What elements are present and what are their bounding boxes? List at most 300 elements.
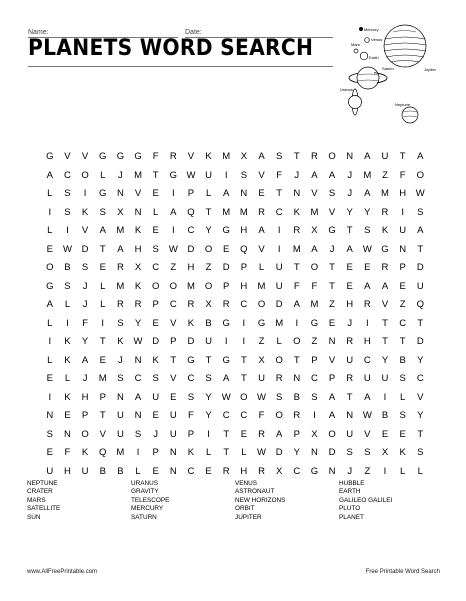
grid-letter: V — [258, 243, 265, 255]
grid-letter: A — [417, 225, 424, 236]
grid-letter: G — [116, 151, 125, 162]
grid-letter: Y — [205, 410, 212, 421]
grid-letter: T — [346, 391, 353, 403]
grid-letter: R — [134, 299, 142, 310]
grid-letter: X — [275, 465, 283, 477]
grid-letter: O — [169, 280, 177, 292]
grid-letter: E — [399, 280, 406, 292]
grid-letter: Z — [205, 262, 212, 273]
venus-icon — [365, 38, 370, 43]
grid-letter: S — [152, 243, 159, 255]
grid-letter: H — [346, 299, 354, 310]
grid-letter: T — [240, 373, 247, 384]
grid-letter: X — [258, 354, 265, 366]
grid-letter: F — [293, 280, 300, 292]
grid-letter: M — [310, 299, 319, 310]
grid-letter: I — [277, 243, 281, 255]
grid-letter: O — [151, 280, 160, 292]
grid-letter: M — [381, 188, 389, 199]
grid-letter: C — [275, 206, 283, 218]
grid-letter: Z — [258, 336, 265, 347]
grid-letter: K — [293, 206, 300, 218]
grid-letter: H — [363, 336, 371, 347]
grid-letter: R — [222, 299, 230, 310]
grid-letter: T — [382, 336, 388, 347]
grid-letter: I — [101, 317, 105, 329]
grid-letter: M — [222, 206, 231, 218]
grid-letter: T — [240, 354, 247, 366]
jupiter-icon — [384, 25, 426, 67]
grid-letter: I — [242, 336, 246, 347]
grid-letter: F — [152, 151, 159, 162]
grid-letter: Y — [381, 354, 389, 366]
grid-letter: W — [168, 243, 178, 255]
grid-letter: S — [275, 151, 283, 162]
grid-row — [41, 333, 429, 352]
grid-letter: C — [222, 410, 230, 421]
grid-letter: A — [328, 391, 336, 403]
grid-letter: U — [416, 280, 424, 292]
grid-letter: E — [223, 243, 230, 255]
word-list-item: MARS — [27, 496, 46, 504]
grid-letter: T — [346, 225, 353, 236]
grid-letter: A — [117, 243, 124, 255]
grid-letter: A — [223, 373, 230, 384]
grid-row — [41, 352, 429, 371]
grid-letter: K — [117, 336, 124, 347]
grid-letter: R — [346, 373, 354, 384]
name-label: Name: — [28, 29, 49, 36]
grid-letter: U — [346, 354, 354, 366]
grid-letter: A — [258, 225, 265, 236]
grid-letter: P — [152, 299, 159, 310]
grid-letter: E — [46, 243, 53, 255]
grid-letter: U — [205, 169, 213, 181]
grid-letter: B — [99, 465, 106, 477]
grid-letter: W — [62, 243, 72, 255]
grid-letter: N — [399, 243, 407, 255]
grid-letter: T — [417, 317, 424, 329]
grid-letter: T — [99, 336, 106, 347]
grid-letter: G — [310, 465, 319, 477]
grid-letter: G — [257, 317, 266, 329]
grid-letter: J — [347, 317, 353, 329]
grid-letter: M — [239, 206, 248, 218]
grid-letter: R — [258, 428, 265, 440]
grid-letter: G — [328, 225, 336, 236]
grid-letter: T — [399, 151, 406, 162]
grid-row — [41, 259, 429, 278]
grid-letter: I — [242, 317, 246, 329]
grid-letter: L — [64, 299, 71, 310]
planet-label: Saturn — [382, 66, 394, 71]
grid-letter: O — [328, 151, 336, 162]
grid-letter: U — [275, 262, 283, 273]
planet-label: Uranus — [340, 87, 353, 92]
grid-letter: R — [381, 206, 389, 218]
grid-letter: M — [186, 280, 195, 292]
grid-letter: P — [99, 391, 106, 403]
grid-letter: P — [152, 447, 159, 458]
grid-letter: N — [46, 410, 54, 421]
grid-letter: V — [64, 151, 71, 162]
grid-letter: E — [152, 410, 159, 421]
grid-letter: E — [381, 428, 389, 440]
grid-letter: I — [66, 317, 69, 329]
grid-letter: K — [381, 225, 389, 236]
grid-letter: C — [187, 465, 195, 477]
grid-letter: R — [258, 206, 265, 218]
grid-letter: S — [134, 428, 142, 440]
grid-letter: H — [240, 465, 248, 477]
grid-letter: L — [100, 169, 106, 181]
word-list-item: PLUTO — [339, 505, 361, 513]
grid-letter: F — [82, 317, 88, 329]
grid-letter: T — [170, 354, 177, 366]
grid-letter: R — [275, 373, 283, 384]
grid-letter: B — [64, 262, 71, 273]
grid-letter: X — [381, 447, 389, 458]
grid-letter: M — [363, 169, 372, 181]
grid-letter: U — [363, 373, 371, 384]
grid-letter: L — [276, 336, 282, 347]
grid-letter: L — [417, 465, 423, 477]
grid-letter: L — [135, 465, 141, 477]
grid-letter: Y — [205, 225, 212, 236]
grid-letter: L — [47, 354, 53, 366]
grid-letter: I — [224, 169, 228, 181]
grid-row — [41, 167, 429, 186]
grid-letter: Z — [382, 169, 388, 181]
grid-letter: I — [401, 206, 404, 218]
grid-letter: M — [257, 280, 266, 292]
grid-letter: K — [152, 354, 159, 366]
grid-letter: E — [346, 280, 353, 292]
grid-letter: H — [187, 262, 195, 273]
grid-letter: J — [347, 188, 353, 199]
grid-letter: G — [99, 151, 107, 162]
grid-letter: S — [364, 225, 371, 236]
word-list-item: NEPTUNE — [27, 480, 58, 487]
neptune-icon — [402, 107, 418, 123]
word-list-item: PLANET — [339, 513, 364, 521]
grid-letter: G — [222, 225, 230, 236]
grid-letter: O — [275, 410, 283, 421]
grid-letter: A — [170, 206, 177, 218]
word-list-item: SATURN — [131, 513, 157, 521]
grid-letter: I — [366, 317, 369, 329]
grid-letter: L — [205, 188, 212, 199]
grid-letter: U — [169, 410, 177, 421]
word-list-item: TELESCOPE — [131, 496, 170, 504]
grid-letter: U — [81, 465, 89, 477]
planet-label: Neptune — [395, 102, 411, 107]
grid-letter: J — [347, 465, 353, 477]
grid-row — [41, 148, 429, 167]
grid-letter: E — [99, 354, 106, 366]
grid-letter: T — [276, 188, 283, 199]
grid-letter: P — [311, 354, 318, 366]
grid-letter: S — [117, 317, 124, 329]
grid-letter: E — [152, 465, 159, 477]
grid-letter: E — [46, 373, 53, 384]
grid-letter: G — [46, 151, 54, 162]
grid-letter: L — [47, 317, 53, 329]
grid-letter: I — [171, 225, 175, 236]
grid-letter: N — [169, 447, 177, 458]
word-list-item: SATELLITE — [27, 505, 61, 513]
grid-letter: E — [258, 188, 265, 199]
grid-row — [41, 463, 429, 482]
grid-letter: Y — [417, 354, 424, 366]
grid-letter: I — [207, 428, 210, 440]
word-list-item: HUBBLE — [339, 480, 365, 487]
grid-letter: J — [82, 299, 88, 310]
grid-letter: S — [64, 206, 71, 218]
grid-letter: M — [134, 169, 142, 181]
grid-letter: C — [134, 373, 142, 384]
grid-letter: J — [153, 428, 159, 440]
grid-letter: B — [117, 465, 124, 477]
word-list-item: SUN — [27, 513, 41, 521]
grid-letter: N — [169, 465, 177, 477]
grid-letter: E — [399, 428, 406, 440]
grid-letter: Y — [293, 447, 300, 458]
grid-letter: N — [64, 428, 71, 440]
grid-letter: O — [293, 336, 301, 347]
grid-letter: M — [310, 206, 319, 218]
grid-letter: D — [152, 336, 160, 347]
grid-letter: C — [416, 373, 424, 384]
grid-letter: E — [205, 465, 212, 477]
grid-letter: N — [134, 206, 142, 218]
grid-letter: S — [81, 262, 89, 273]
grid-letter: O — [81, 169, 89, 181]
grid-letter: I — [48, 336, 52, 347]
grid-letter: L — [258, 262, 265, 273]
grid-letter: U — [46, 465, 54, 477]
grid-letter: L — [47, 188, 53, 199]
grid-letter: C — [152, 262, 160, 273]
grid-letter: A — [223, 188, 230, 199]
grid-letter: D — [222, 262, 230, 273]
grid-letter: U — [116, 410, 124, 421]
grid-letter: Y — [346, 206, 353, 218]
grid-letter: R — [169, 151, 177, 162]
grid-letter: L — [399, 465, 406, 477]
grid-letter: X — [311, 428, 318, 440]
grid-letter: R — [187, 299, 195, 310]
grid-letter: P — [187, 188, 195, 199]
word-list-item: VENUS — [235, 480, 258, 487]
grid-letter: U — [381, 151, 389, 162]
grid-letter: C — [187, 373, 195, 384]
grid-letter: C — [240, 410, 248, 421]
grid-letter: L — [241, 447, 247, 458]
grid-letter: E — [170, 391, 177, 403]
grid-letter: C — [310, 373, 318, 384]
grid-letter: J — [347, 169, 353, 181]
grid-row — [41, 370, 429, 389]
grid-letter: I — [48, 206, 52, 218]
grid-letter: G — [187, 354, 195, 366]
grid-letter: V — [328, 354, 336, 366]
grid-letter: R — [346, 336, 354, 347]
grid-letter: O — [81, 428, 89, 440]
grid-letter: M — [275, 317, 284, 329]
grid-letter: S — [328, 188, 336, 199]
grid-letter: D — [81, 243, 89, 255]
grid-letter: S — [311, 391, 318, 403]
grid-letter: L — [205, 447, 212, 458]
grid-row — [41, 407, 429, 426]
grid-letter: A — [311, 243, 318, 255]
grid-letter: W — [362, 410, 372, 421]
grid-letter: Y — [81, 336, 89, 347]
grid-letter: V — [364, 428, 371, 440]
grid-letter: Z — [399, 299, 406, 310]
grid-letter: S — [417, 206, 424, 218]
word-list-item: EARTH — [339, 488, 361, 496]
title-underline — [28, 66, 333, 67]
grid-letter: U — [205, 336, 213, 347]
grid-letter: V — [99, 428, 106, 440]
grid-letter: A — [364, 391, 371, 403]
grid-letter: K — [64, 336, 71, 347]
grid-letter: C — [240, 299, 248, 310]
grid-letter: G — [310, 317, 319, 329]
grid-letter: S — [399, 410, 406, 421]
grid-letter: A — [311, 169, 318, 181]
grid-letter: I — [83, 188, 87, 199]
word-list-item: GALILEO GALILEI — [339, 496, 393, 504]
grid-letter: B — [381, 410, 389, 421]
word-list-item: CRATER — [27, 488, 53, 496]
grid-letter: J — [118, 354, 123, 366]
grid-letter: T — [99, 410, 106, 421]
grid-letter: E — [346, 262, 353, 273]
grid-letter: P — [81, 410, 89, 421]
grid-letter: G — [222, 317, 230, 329]
grid-letter: N — [328, 336, 336, 347]
grid-letter: H — [134, 243, 142, 255]
grid-letter: S — [399, 373, 406, 384]
grid-letter: C — [187, 225, 195, 236]
mercury-icon — [359, 27, 362, 30]
grid-letter: A — [346, 243, 353, 255]
grid-letter: K — [81, 206, 89, 218]
grid-letter: S — [275, 391, 283, 403]
grid-letter: Y — [417, 410, 424, 421]
grid-letter: L — [399, 391, 406, 403]
solar-system-illustration — [338, 20, 456, 124]
grid-letter: G — [46, 280, 54, 292]
grid-letter: L — [64, 373, 71, 384]
grid-row — [41, 204, 429, 223]
grid-letter: W — [257, 391, 266, 403]
grid-letter: R — [363, 299, 371, 310]
grid-letter: T — [382, 317, 388, 329]
grid-letter: U — [346, 428, 354, 440]
grid-letter: T — [417, 428, 424, 440]
grid-letter: A — [364, 188, 371, 199]
grid-letter: E — [99, 262, 106, 273]
grid-letter: U — [169, 428, 177, 440]
grid-letter: J — [118, 169, 123, 181]
grid-letter: K — [205, 151, 212, 162]
word-list-item: URANUS — [131, 480, 158, 487]
grid-letter: A — [46, 169, 53, 181]
grid-letter: U — [116, 428, 124, 440]
grid-letter: B — [205, 317, 212, 329]
grid-letter: N — [116, 188, 124, 199]
grid-letter: F — [64, 447, 71, 458]
planet-label: Mars — [351, 42, 360, 47]
grid-letter: E — [328, 317, 336, 329]
grid-letter: B — [293, 391, 300, 403]
grid-letter: X — [117, 206, 124, 218]
grid-letter: G — [169, 169, 177, 181]
grid-letter: U — [258, 373, 265, 384]
grid-letter: Z — [311, 336, 318, 347]
grid-letter: L — [47, 225, 53, 236]
grid-letter: V — [417, 391, 424, 403]
grid-letter: H — [240, 280, 248, 292]
grid-letter: E — [64, 410, 71, 421]
grid-letter: T — [417, 243, 424, 255]
grid-letter: M — [292, 243, 301, 255]
grid-letter: H — [64, 465, 71, 477]
grid-letter: R — [116, 262, 124, 273]
grid-letter: G — [381, 243, 389, 255]
grid-letter: S — [364, 447, 371, 458]
grid-letter: S — [152, 373, 159, 384]
grid-letter: Q — [187, 206, 195, 218]
grid-letter: Q — [240, 243, 248, 255]
grid-letter: H — [399, 188, 407, 199]
grid-letter: J — [329, 243, 335, 255]
grid-letter: C — [169, 299, 177, 310]
grid-letter: T — [293, 354, 300, 366]
grid-row — [41, 278, 429, 297]
grid-letter: Y — [364, 206, 371, 218]
grid-letter: R — [293, 225, 301, 236]
word-list-item: ASTRONAUT — [235, 488, 275, 496]
grid-letter: N — [293, 373, 301, 384]
grid-letter: I — [313, 410, 316, 421]
grid-letter: V — [381, 299, 389, 310]
grid-letter: W — [362, 243, 372, 255]
grid-letter: L — [100, 299, 106, 310]
grid-row — [41, 296, 429, 315]
grid-letter: K — [187, 447, 195, 458]
grid-letter: P — [293, 428, 300, 440]
grid-letter: I — [277, 225, 281, 236]
grid-letter: T — [399, 336, 406, 347]
grid-letter: D — [328, 447, 336, 458]
grid-letter: Z — [364, 465, 371, 477]
grid-letter: D — [275, 447, 283, 458]
grid-letter: V — [311, 188, 318, 199]
grid-letter: P — [399, 262, 406, 273]
mars-icon — [354, 49, 358, 53]
grid-letter: A — [293, 299, 300, 310]
grid-row — [41, 185, 429, 204]
grid-row — [41, 426, 429, 445]
grid-letter: M — [116, 225, 125, 236]
grid-letter: D — [416, 336, 424, 347]
grid-letter: P — [223, 280, 230, 292]
